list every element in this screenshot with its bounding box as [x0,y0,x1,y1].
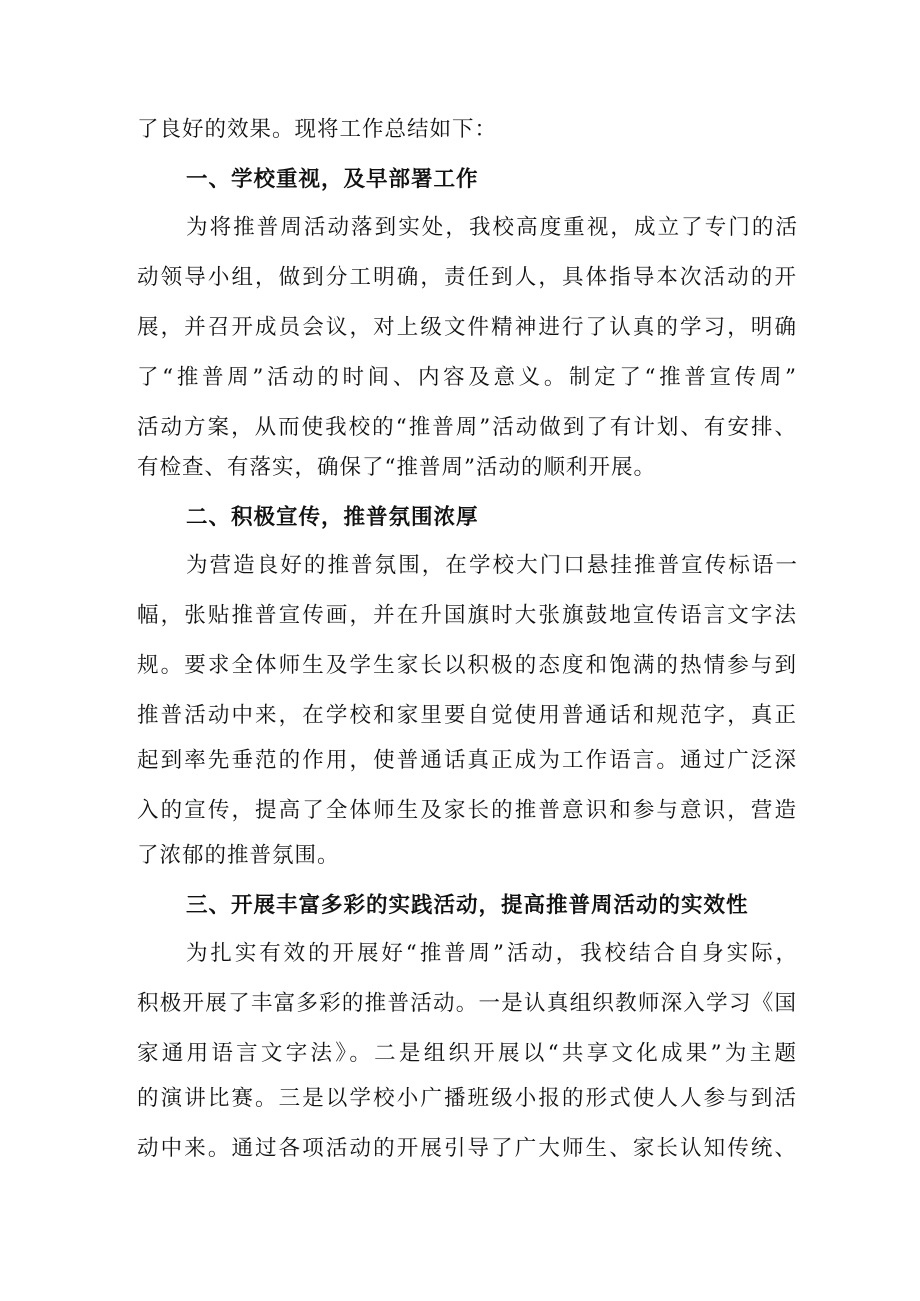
section-3-heading: 三、开展丰富多彩的实践活动，提高推普周活动的实效性 [186,893,749,918]
intro-tail-line: 了良好的效果。现将工作总结如下： [137,117,498,142]
section-1-heading: 一、学校重视，及早部署工作 [186,167,479,192]
section-2-line-6: 入的宣传，提高了全体师生及家长的推普意识和参与意识，营造 [137,798,797,823]
section-2-line-4: 推普活动中来，在学校和家里要自觉使用普通话和规范字，真正 [137,703,797,728]
section-1-line-1: 为将推普周活动落到实处，我校高度重视，成立了专门的活 [186,215,798,240]
section-2-line-5: 起到率先垂范的作用，使普通话真正成为工作语言。通过广泛深 [137,748,797,773]
section-1-line-3: 展，并召开成员会议，对上级文件精神进行了认真的学习，明确 [137,315,797,340]
section-1-line-6: 有检查、有落实，确保了“推普周”活动的顺利开展。 [137,455,656,480]
section-3-line-2: 积极开展了丰富多彩的推普活动。一是认真组织教师深入学习《国 [137,991,797,1016]
section-3-line-1: 为扎实有效的开展好“推普周”活动，我校结合自身实际， [186,941,798,966]
section-2-line-2: 幅，张贴推普宣传画，并在升国旗时大张旗鼓地宣传语言文字法 [137,603,797,628]
section-2-line-7: 了浓郁的推普氛围。 [137,843,340,868]
section-3-line-5: 动中来。通过各项活动的开展引导了广大师生、家长认知传统、 [137,1136,797,1161]
section-3-line-3: 家通用语言文字法》。二是组织开展以“共享文化成果”为主题 [137,1041,797,1066]
section-2-line-3: 规。要求全体师生及学生家长以积极的态度和饱满的热情参与到 [137,653,797,678]
section-3-line-4: 的演讲比赛。三是以学校小广播班级小报的形式使人人参与到活 [137,1086,797,1111]
section-2-heading: 二、积极宣传，推普氛围浓厚 [186,505,479,530]
section-2-line-1: 为营造良好的推普氛围，在学校大门口悬挂推普宣传标语一 [186,553,798,578]
section-1-line-4: 了“推普周”活动的时间、内容及意义。制定了“推普宣传周” [137,365,797,390]
section-1-line-2: 动领导小组，做到分工明确，责任到人，具体指导本次活动的开 [137,265,797,290]
section-1-line-5: 活动方案，从而使我校的“推普周”活动做到了有计划、有安排、 [137,415,797,440]
